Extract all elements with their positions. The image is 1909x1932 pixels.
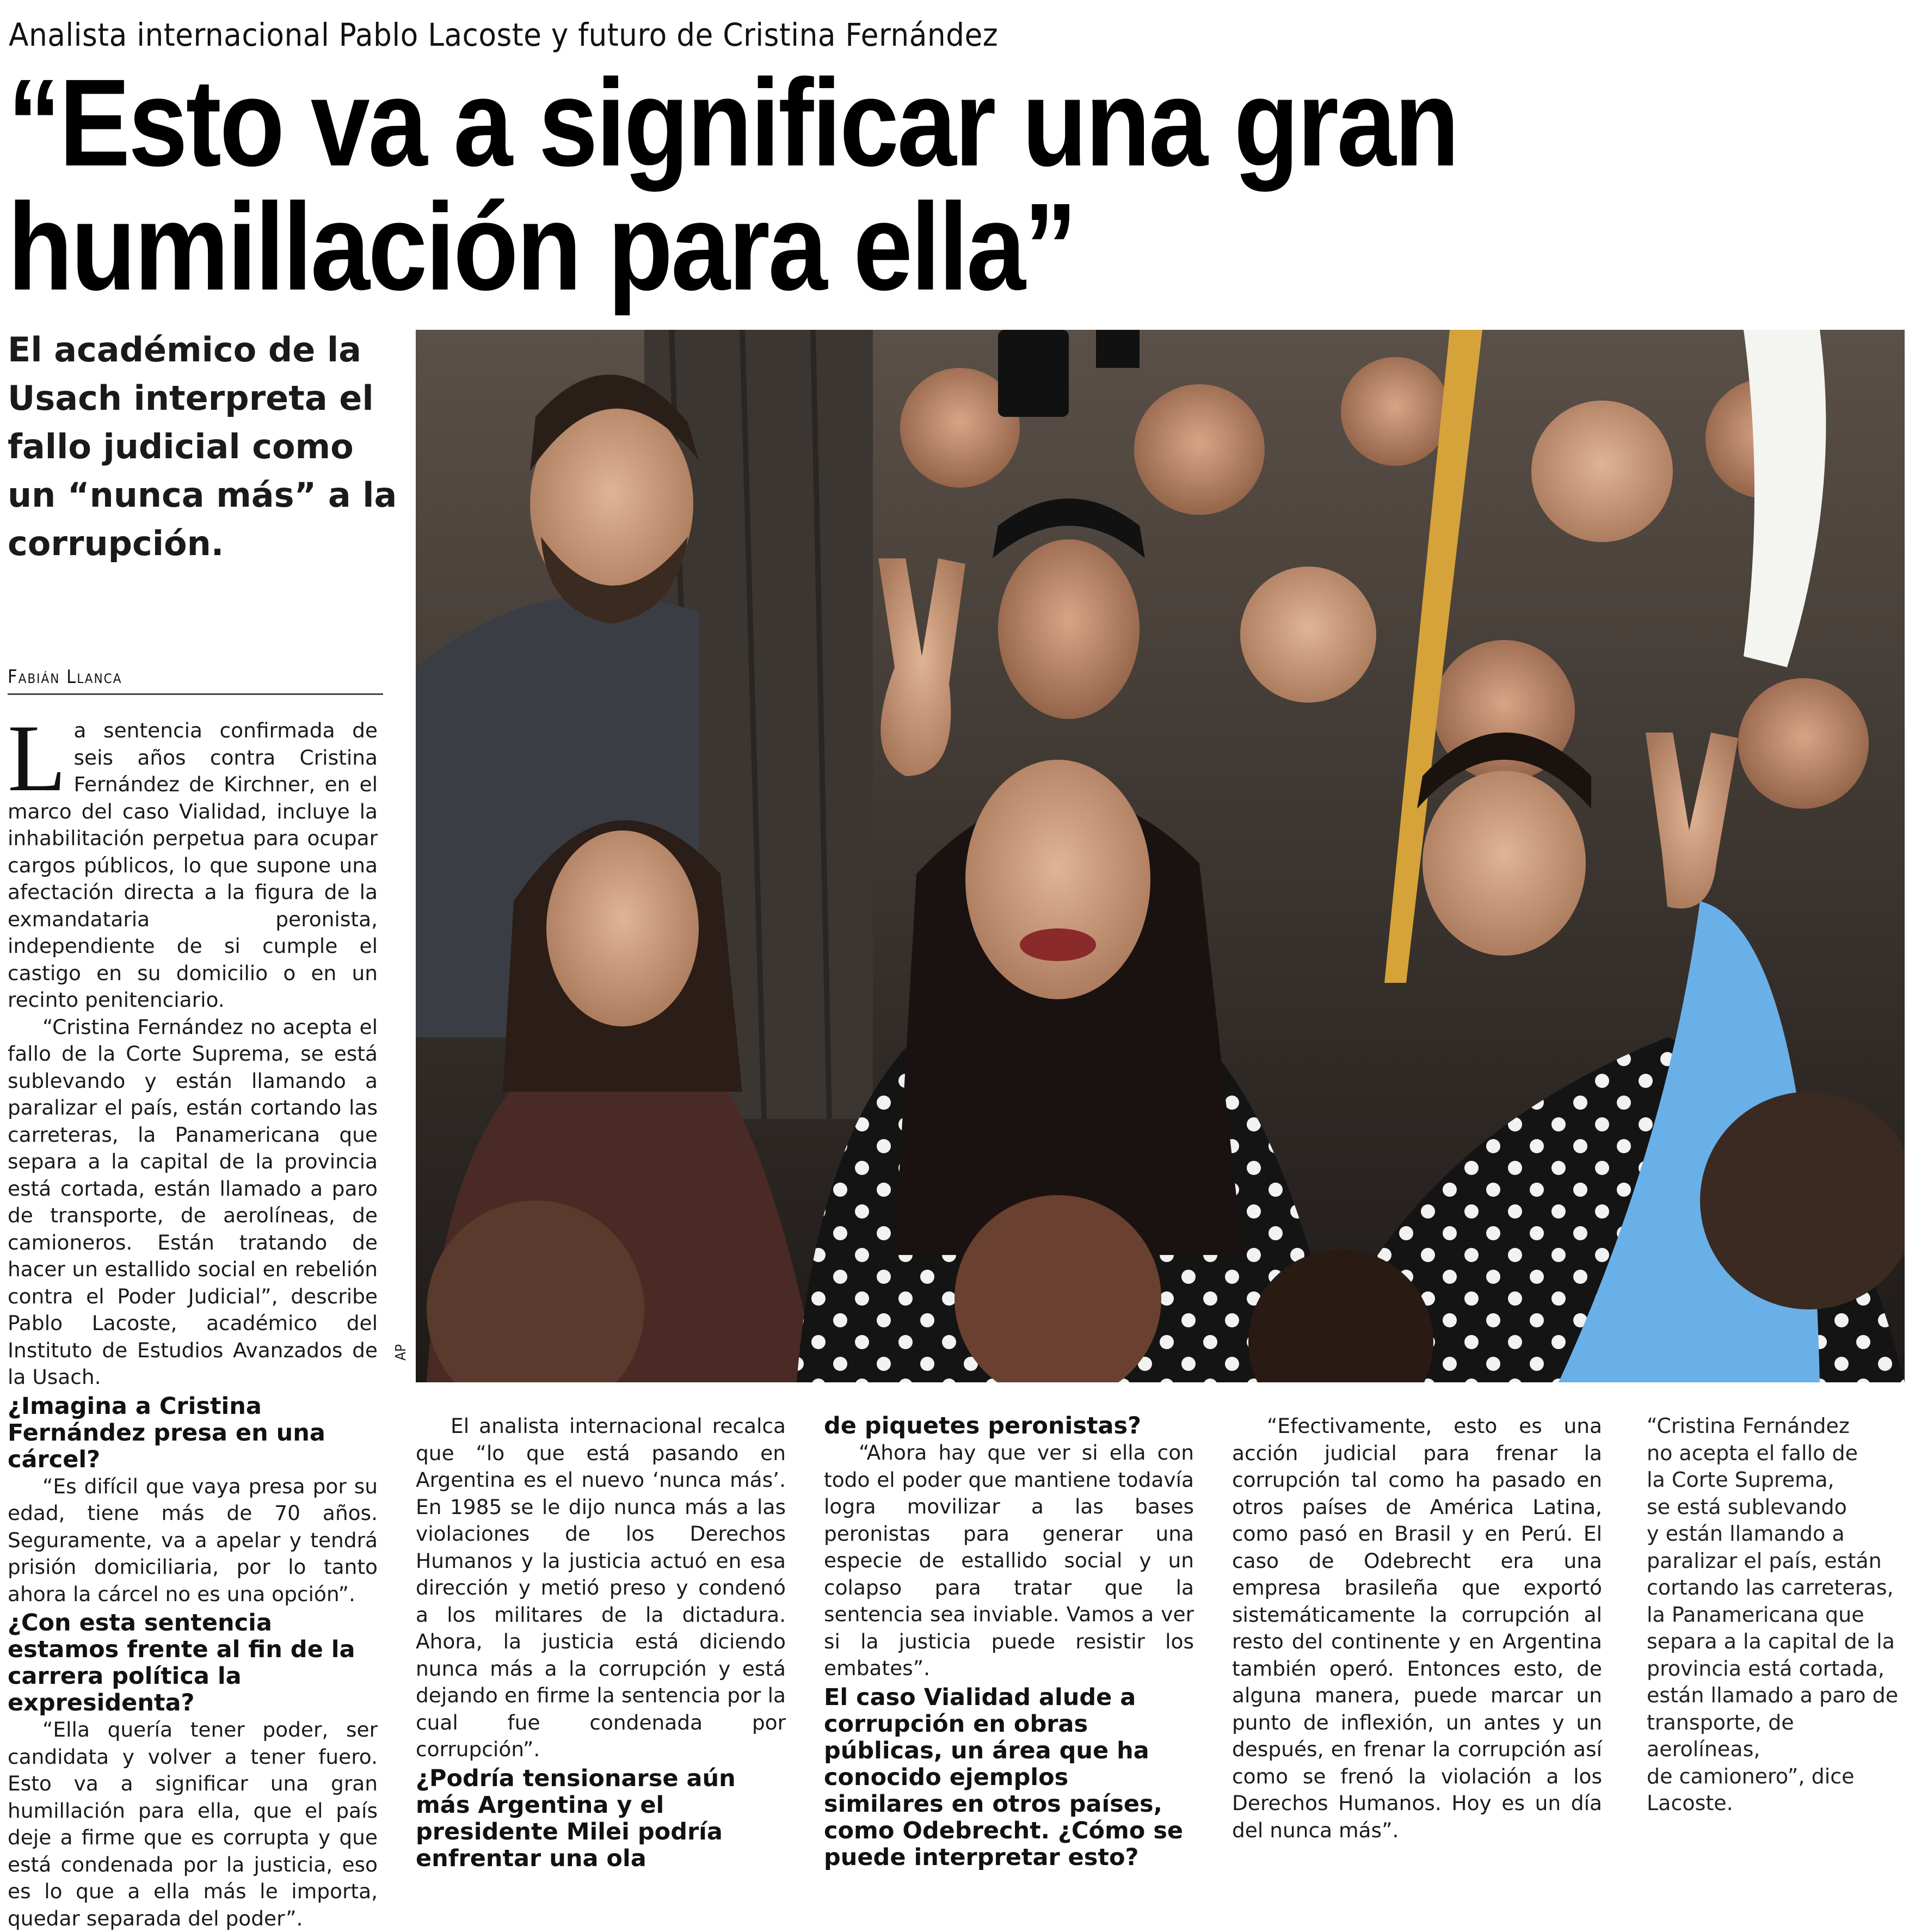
- interview-question: de piquetes peronistas?: [824, 1412, 1142, 1439]
- deck-line: Usach interpreta el: [8, 378, 374, 418]
- deck: [8, 325, 399, 568]
- pull-quote-line: se está sublevando: [1647, 1494, 1847, 1519]
- pull-quote-line: cortando las carreteras,: [1647, 1576, 1894, 1599]
- interview-answer: “Ahora hay que ver si ella con todo el poder que mantiene todavía logra movilizar a las bases peronistas para generar una especie de estallido social y un colapso para tratar que la sentencia sea inviable. Vamos a ver si la justicia puede resistir los embates”.: [824, 1441, 1194, 1680]
- interview-question: ¿Con esta sentencia estamos frente al fin de la carrera política la expresidenta?: [8, 1609, 355, 1716]
- headline: [8, 54, 1458, 316]
- interview-answer: “Es difícil que vaya presa por su edad, tiene más de 70 años. Seguramente, va a apelar y tendrá prisión domiciliaria, por lo tanto ahora la cárcel no es una opción”.: [8, 1474, 378, 1606]
- article-column-3: [824, 1413, 1194, 1871]
- pull-quote-line: no acepta el fallo de: [1647, 1441, 1858, 1465]
- photo-credit: AP: [393, 1344, 409, 1361]
- deck-line: un “nunca más” a la: [8, 475, 397, 515]
- drop-cap: L: [8, 705, 66, 811]
- news-photo: [416, 330, 1905, 1382]
- deck-line: fallo judicial como: [8, 427, 354, 466]
- kicker: Analista internacional Pablo Lacoste y futuro de Cristina Fernández: [9, 16, 999, 53]
- byline: Fabián Llanca: [8, 666, 383, 695]
- article-column-4: [1232, 1413, 1602, 1844]
- pull-quote-line: la Corte Suprema,: [1647, 1468, 1834, 1492]
- pull-quote-line: la Panamericana que: [1647, 1602, 1864, 1627]
- crowd-photo-illustration: [416, 330, 1905, 1382]
- pull-quote-line: transporte, de aerolíneas,: [1647, 1710, 1794, 1761]
- pull-quote-line: separa a la capital de la: [1647, 1629, 1895, 1653]
- pull-quote-line: provincia está cortada,: [1647, 1656, 1885, 1681]
- interview-question: ¿Imagina a Cristina Fernández presa en una cárcel?: [8, 1392, 325, 1473]
- pull-quote-line: y están llamando a: [1647, 1522, 1845, 1546]
- headline-line-2: humillación para ella”: [8, 178, 1076, 316]
- pull-quote-line: paralizar el país, están: [1647, 1548, 1882, 1573]
- article-column-1: [8, 705, 378, 1932]
- interview-question: ¿Podría tensionarse aún más Argentina y el presidente Milei podría enfrentar una ola: [416, 1764, 736, 1872]
- interview-answer: “Efectivamente, esto es una acción judicial para frenar la corrupción tal como ha pasado en otros países de América Latina, como pasó en Brasil y en Perú. El caso de Odebrecht era una empresa brasileña que exportó sistemáticamente la corrupción al resto del continente y en Argentina también operó. Entonces esto, de alguna manera, puede marcar un punto de inflexión, un antes y un después, en frenar la corrupción así como se frenó la violación a los Derechos Humanos. Hoy es un día del nunca más”.: [1232, 1414, 1602, 1842]
- deck-line: corrupción.: [8, 524, 224, 563]
- pull-quote-line: “Cristina Fernández: [1647, 1414, 1850, 1438]
- article-paragraph: “Cristina Fernández no acepta el fallo de la Corte Suprema, se está sublevando y están llamando a paralizar el país, están cortando las carreteras, la Panamericana que separa a la capital de la provincia está cortada, están llamado a paro de transporte, de aerolíneas, de camioneros. Están tratando de hacer un estallido social en rebelión contra el Poder Judicial”, describe Pablo Lacoste, académico del Instituto de Estudios Avanzados de la Usach.: [8, 1014, 378, 1389]
- interview-answer: “Ella quería tener poder, ser candidata y volver a tener fuero. Esto va a significar una gran humillación para ella, que el país deje a firme que es corrupta y que está condenada por la justicia, eso es lo que a ella más le importa, quedar separada del poder”.: [8, 1718, 378, 1930]
- article-paragraph: El analista internacional recalca que “lo que está pasando en Argentina es el nuevo ‘nunca más’. En 1985 se le dijo nunca más a las violaciones de los Derechos Humanos y la justicia actuó en esa dirección y metió preso y condenó a los militares de la dictadura. Ahora, la justicia está diciendo nunca más a la corrupción y está dejando en firme la sentencia por la cual fue condenada por corrupción”.: [416, 1414, 786, 1761]
- pull-quote-line: Lacoste.: [1647, 1791, 1733, 1815]
- article-column-2: [416, 1413, 786, 1872]
- article-paragraph: [8, 705, 378, 1014]
- headline-line-1: “Esto va a significar una gran: [8, 54, 1458, 192]
- pull-quote-line: de camionero”, dice: [1647, 1764, 1855, 1788]
- paragraph-text: a sentencia confirmada de seis años contra Cristina Fernández de Kirchner, en el marco del caso Vialidad, incluye la inhabilitación perpetua para ocupar cargos públicos, lo que supone una afectación directa a la figura de la exmandataria peronista, independiente de si cumple el castigo en su domicilio o en un recinto penitenciario.: [8, 718, 378, 1012]
- interview-question: El caso Vialidad alude a corrupción en obras públicas, un área que ha conocido ejemplos similares en otros países, como Odebrecht. ¿Cómo se puede interpretar esto?: [824, 1683, 1184, 1871]
- pull-quote: [1647, 1413, 1902, 1817]
- deck-line: El académico de la: [8, 330, 361, 370]
- pull-quote-line: están llamado a paro de: [1647, 1683, 1899, 1707]
